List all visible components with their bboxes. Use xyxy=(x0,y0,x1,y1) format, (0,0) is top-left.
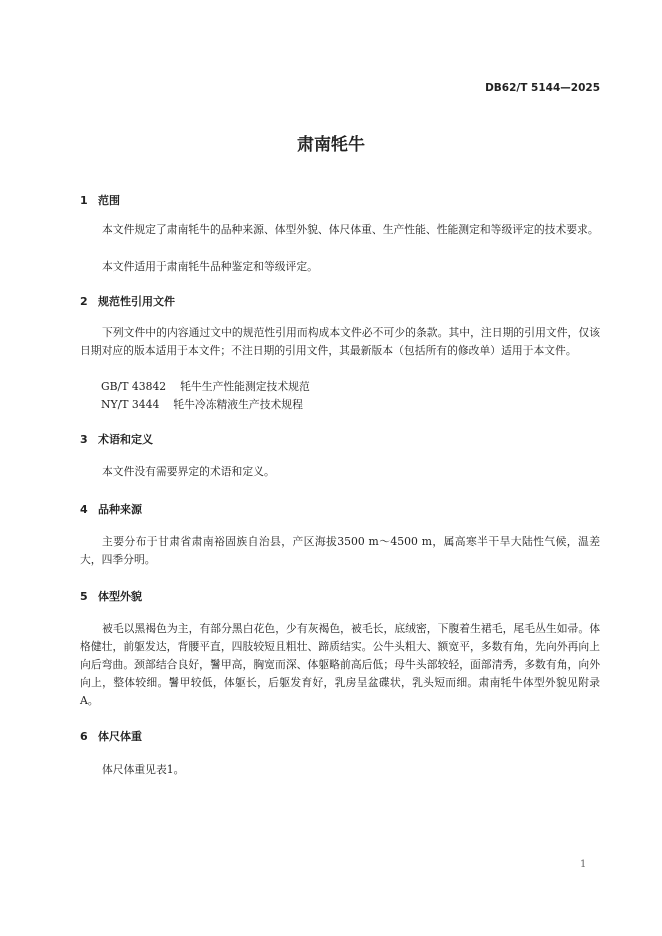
section-number: 1 xyxy=(80,194,88,207)
page-title: 肃南牦牛 xyxy=(297,135,365,155)
document-code: DB62/T 5144—2025 xyxy=(485,82,600,94)
references-paragraph: 下列文件中的内容通过文中的规范性引用而构成本文件必不可少的条款。其中，注日期的引用文件，仅该日期对应的版本适用于本文件；不注日期的引用文件，其最新版本（包括所有的修改单）适用于本文件。 xyxy=(80,326,600,357)
terms-paragraph: 本文件没有需要界定的术语和定义。 xyxy=(102,465,275,478)
section-number: 5 xyxy=(80,590,88,603)
section-title: 体尺体重 xyxy=(98,730,142,743)
reference-item xyxy=(101,378,310,396)
section-title: 品种来源 xyxy=(98,503,142,516)
section-title: 范围 xyxy=(98,194,120,207)
appearance-paragraph: 被毛以黑褐色为主，有部分黑白花色，少有灰褐色，被毛长，底绒密，下腹着生裙毛，尾毛丛生如帚。体格健壮，前躯发达，背腰平直，四肢较短且粗壮、蹄质结实。公牛头粗大、额宽平，多数有角，先向外再向上向后弯曲。颈部结合良好，鬐甲高，胸宽而深、体躯略前高后低；母牛头部较轻，面部清秀，多数有角，向外向上，整体较细。鬐甲较低，体躯长，后躯发育好，乳房呈盆碟状，乳头短而细。肃南牦牛体型外貌见附录A。 xyxy=(80,622,600,707)
section-heading-normative-references xyxy=(80,293,175,309)
breed-origin-paragraph: 主要分布于甘肃省肃南裕固族自治县，产区海拔3500 m～4500 m，属高寒半干旱大陆性气候，温差大，四季分明。 xyxy=(80,535,600,566)
section-heading-breed-origin xyxy=(80,501,142,517)
body-size-paragraph: 体尺体重见表1。 xyxy=(102,763,185,776)
page-number: 1 xyxy=(580,859,587,870)
reference-name: 牦牛冷冻精液生产技术规程 xyxy=(173,398,303,411)
reference-code: NY/T 3444 xyxy=(101,398,160,411)
section-number: 3 xyxy=(80,433,88,446)
section-heading-appearance xyxy=(80,588,142,604)
section-number: 6 xyxy=(80,730,88,743)
reference-item xyxy=(101,396,303,414)
section-title: 规范性引用文件 xyxy=(98,295,175,308)
section-heading-scope xyxy=(80,192,120,208)
reference-code: GB/T 43842 xyxy=(101,380,167,393)
section-number: 2 xyxy=(80,295,88,308)
scope-paragraph-2: 本文件适用于肃南牦牛品种鉴定和等级评定。 xyxy=(102,260,318,273)
section-heading-body-size-weight xyxy=(80,728,142,744)
section-heading-terms xyxy=(80,431,153,447)
scope-paragraph-1: 本文件规定了肃南牦牛的品种来源、体型外貌、体尺体重、生产性能、性能测定和等级评定的技术要求。 xyxy=(102,223,599,236)
section-title: 体型外貌 xyxy=(98,590,142,603)
section-number: 4 xyxy=(80,503,88,516)
reference-name: 牦牛生产性能测定技术规范 xyxy=(180,380,310,393)
section-title: 术语和定义 xyxy=(98,433,153,446)
